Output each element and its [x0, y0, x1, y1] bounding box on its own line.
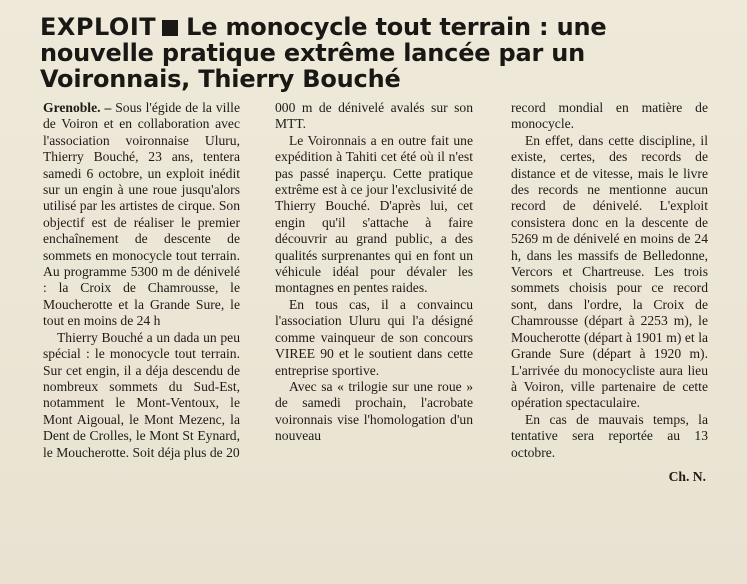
- kicker: EXPLOIT: [40, 13, 157, 41]
- paragraph: 000 m de dénivelé avalés sur son MTT.: [275, 100, 473, 132]
- article-body: [40, 100, 723, 580]
- column-1: [43, 100, 240, 461]
- paragraph: record mondial en matière de monocycle.: [511, 100, 708, 132]
- square-bullet-icon: [162, 20, 178, 36]
- dateline: Grenoble. –: [43, 100, 112, 115]
- paragraph: Le Voironnais a en outre fait une expédition à Tahiti cet été où il n'est pas passé inaperçu. Cette pratique extrême est à ce jour l'exclusivité de Thierry Bouché. D'après lui, cet engin qu'il s'attache à faire découvrir au grand public, a des qualités surprenantes qui en font un véhicule idéal pour dévaler les montagnes en pentes raides.: [275, 132, 473, 296]
- column-3: [511, 100, 708, 485]
- paragraph: En effet, dans cette discipline, il existe, certes, des records de distance et de vitesse, mais le livre des records ne mentionne aucun record de dénivelé. L'exploit consistera donc en la descente de 5269 m de dénivelé en moins de 24 h, dans les massifs de Belledonne, Vercors et Chartreuse. Les trois sommets choisis pour ce record sont, dans l'ordre, la Croix de Chamrousse (départ à 2253 m), le Moucherotte (départ à 1901 m) et la Grande Sure (départ à 1920 m). L'arrivée du monocycliste aura lieu à Voiron, ville partenaire de cette opération spectaculaire.: [511, 132, 708, 411]
- paragraph: [43, 100, 240, 330]
- paragraph: En cas de mauvais temps, la tentative sera reportée au 13 octobre.: [511, 411, 708, 460]
- paragraph: Avec sa « trilogie sur une roue » de samedi prochain, l'acrobate voironnais vise l'homologation d'un nouveau: [275, 378, 473, 444]
- author-signature: Ch. N.: [668, 468, 706, 484]
- paragraph-text: Sous l'égide de la ville de Voiron et en collaboration avec l'association voironnaise Uluru, Thierry Bouché, 23 ans, tentera samedi 6 octobre, un exploit inédit sur un engin à une roue jusqu'alors utilisé par les artistes de cirque. Son objectif est de réaliser le premier enchaînement de descente de sommets en monocycle tout terrain. Au programme 5300 m de dénivelé : la Croix de Chamrousse, le Moucherotte et la Grande Sure, le tout en moins de 24 h: [43, 100, 240, 329]
- paragraph: Thierry Bouché a un dada un peu spécial : le monocycle tout terrain. Sur cet engin, il a déja descendu de nombreux sommets du Sud-Est, notamment le Mont-Ventoux, le Mont Aigoual, le Mont Mezenc, la Dent de Crolles, le Mont St Eynard, le Moucherotte. Soit déja plus de 20: [43, 329, 240, 460]
- paragraph: En tous cas, il a convaincu l'association Uluru qui l'a désigné comme vainqueur de son concours VIREE 90 et le soutient dans cette entreprise sportive.: [275, 296, 473, 378]
- headline-text: Le monocycle tout terrain : une nouvelle pratique extrême lancée par un Voironnais, Thierry Bouché: [40, 13, 607, 93]
- headline: [40, 14, 723, 92]
- column-2: [275, 100, 473, 445]
